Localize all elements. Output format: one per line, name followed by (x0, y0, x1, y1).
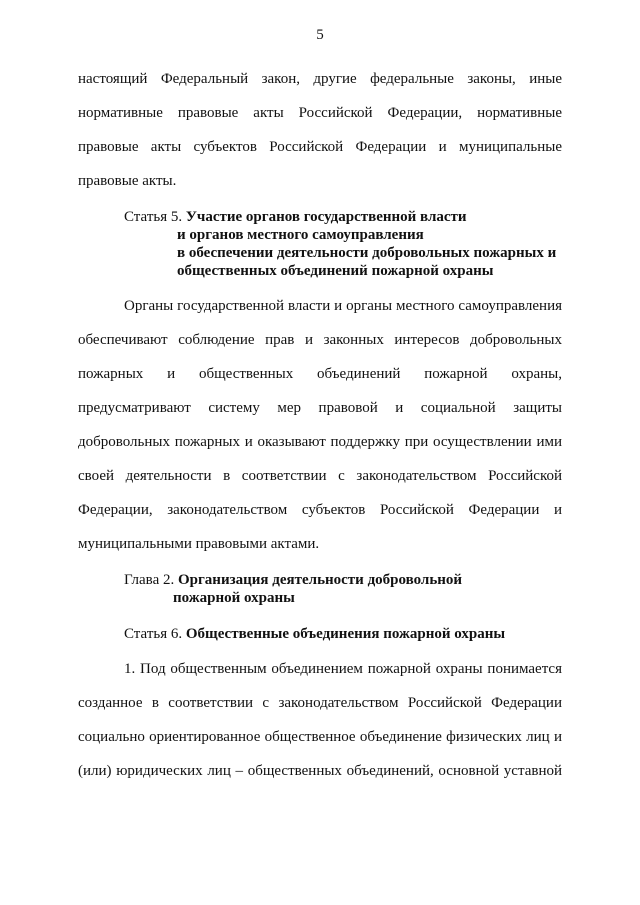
article-6-body (78, 652, 562, 788)
text-line: Органы государственной власти и органы местного самоуправления (124, 298, 562, 314)
text-line: правовые акты субъектов Российской Федерации и муниципальные (78, 139, 562, 155)
text-line: пожарных и общественных объединений пожарной охраны, (78, 366, 562, 382)
text-line: социально ориентированное общественное объединение физических лиц и (78, 729, 562, 745)
article-title-line: в обеспечении деятельности добровольных пожарных и (177, 245, 557, 261)
article-5-body (78, 289, 562, 561)
text-line: правовые акты. (78, 173, 177, 189)
text-line: созданное в соответствии с законодательством Российской Федерации (78, 695, 562, 711)
chapter-label: Глава 2. (124, 572, 175, 588)
article-title-line: Участие органов государственной власти (185, 209, 467, 225)
text-line: обеспечивают соблюдение прав и законных интересов добровольных (78, 332, 562, 348)
article-label: Статья 6. (124, 626, 183, 642)
text-line: добровольных пожарных и оказывают поддержку при осуществлении ими (78, 434, 562, 450)
article-title: Общественные объединения пожарной охраны (185, 626, 506, 642)
article-title-line: и органов местного самоуправления (177, 227, 424, 243)
text-line: 1. Под общественным объединением пожарной охраны понимается (124, 661, 562, 677)
page-number: 5 (316, 27, 324, 43)
intro-paragraph (78, 62, 562, 198)
text-line: нормативные правовые акты Российской Федерации, нормативные (78, 105, 562, 121)
article-6-heading (124, 625, 505, 643)
text-line: предусматривают систему мер правовой и социальной защиты (78, 400, 562, 416)
chapter-2-heading (124, 571, 462, 607)
chapter-title-line: Организация деятельности добровольной (177, 572, 463, 588)
article-label: Статья 5. (124, 209, 183, 225)
article-title-line: общественных объединений пожарной охраны (177, 263, 494, 279)
text-line: муниципальными правовыми актами. (78, 536, 320, 552)
chapter-title-line: пожарной охраны (173, 590, 295, 606)
text-line: (или) юридических лиц – общественных объединений, основной уставной (78, 763, 562, 779)
text-line: своей деятельности в соответствии с законодательством Российской (78, 468, 562, 484)
text-line: Федерации, законодательством субъектов Российской Федерации и (78, 502, 562, 518)
article-5-heading (124, 208, 556, 280)
text-line: настоящий Федеральный закон, другие федеральные законы, иные (78, 71, 562, 87)
